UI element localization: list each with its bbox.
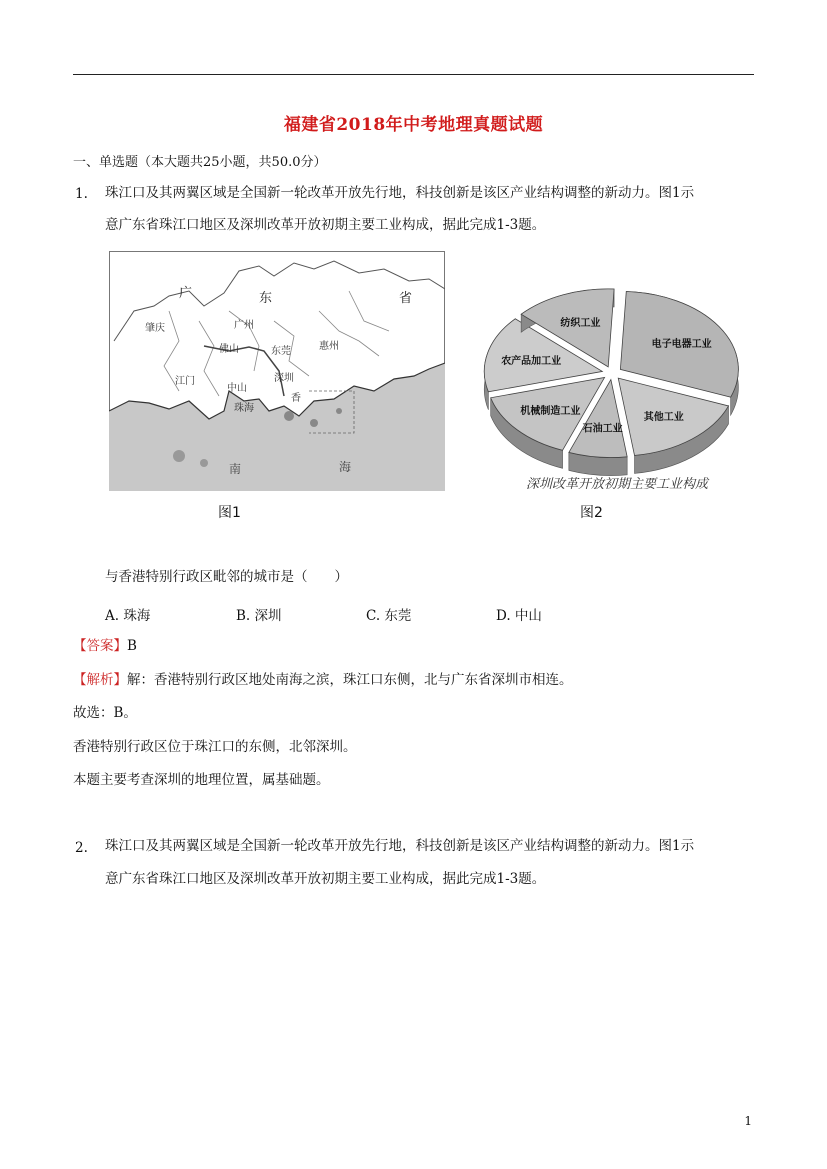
label-zhaoqing: 肇庆	[145, 323, 165, 334]
label-foshan: 佛山	[219, 344, 239, 355]
option-d[interactable]: D. 中山	[496, 608, 542, 624]
label-zhongshan: 中山	[227, 383, 247, 394]
answer-value: B	[127, 638, 137, 654]
section-heading: 一、单选题（本大题共25小题，共50.0分）	[73, 155, 327, 170]
page-number: 1	[744, 1114, 752, 1128]
question-1-intro-line2: 意广东省珠江口地区及深圳改革开放初期主要工业构成，据此完成1-3题。	[105, 217, 546, 233]
figure-2-caption: 图2	[580, 505, 603, 521]
label-guangzhou: 广州	[234, 320, 254, 331]
island	[310, 419, 318, 427]
figure-1-caption: 图1	[218, 505, 241, 521]
option-b[interactable]: B. 深圳	[236, 608, 282, 624]
pie-slice-label: 其他工业	[643, 411, 684, 423]
question-2-number: 2.	[75, 840, 88, 856]
map-svg	[109, 251, 445, 491]
label-jiangmen: 江门	[175, 376, 195, 387]
figure-1-map	[109, 251, 445, 491]
label-sheng: 省	[399, 291, 413, 306]
option-a[interactable]: A. 珠海	[105, 608, 151, 624]
pie-slice-label: 石油工业	[582, 423, 623, 435]
pie-slice-label: 电子电器工业	[651, 338, 712, 350]
question-2-intro-line2: 意广东省珠江口地区及深圳改革开放初期主要工业构成，据此完成1-3题。	[105, 871, 546, 887]
question-2-intro-line1: 珠江口及其两翼区域是全国新一轮改革开放先行地，科技创新是该区产业结构调整的新动力。图1示	[105, 838, 695, 854]
header-rule	[73, 74, 754, 75]
chart-title: 深圳改革开放初期主要工业构成	[525, 477, 709, 492]
document-title: 福建省2018年中考地理真题试题	[283, 115, 544, 135]
answer-line	[73, 636, 137, 656]
analysis-tag: 【解析】	[73, 672, 127, 688]
note-line-2: 本题主要考查深圳的地理位置，属基础题。	[73, 772, 330, 788]
question-1-intro-line1: 珠江口及其两翼区域是全国新一轮改革开放先行地，科技创新是该区产业结构调整的新动力。图1示	[105, 185, 695, 201]
pie-slice-label: 纺织工业	[560, 318, 601, 330]
pie-slice-label: 机械制造工业	[520, 405, 581, 417]
label-guang: 广	[179, 286, 193, 301]
island	[173, 450, 185, 462]
pie-chart-svg	[462, 278, 772, 500]
island	[200, 459, 208, 467]
label-dong: 东	[259, 291, 273, 306]
question-1-number: 1.	[75, 186, 88, 202]
figure-2-chart	[462, 278, 772, 500]
option-c[interactable]: C. 东莞	[366, 608, 412, 624]
analysis-line	[73, 670, 573, 690]
island	[336, 408, 342, 414]
label-nan: 南	[229, 462, 242, 476]
label-hk: 香	[291, 393, 301, 404]
question-1-stem: 与香港特别行政区毗邻的城市是（ ）	[105, 569, 348, 585]
label-shenzhen: 深圳	[274, 373, 294, 384]
pie-slice-label: 农产品加工业	[501, 356, 562, 368]
island	[284, 411, 294, 421]
analysis-text: 解：香港特别行政区地处南海之滨，珠江口东侧，北与广东省深圳市相连。	[127, 672, 573, 688]
label-hai: 海	[339, 460, 352, 474]
label-dongguan: 东莞	[271, 346, 291, 357]
note-line-1: 香港特别行政区位于珠江口的东侧，北邻深圳。	[73, 739, 357, 755]
label-zhuhai: 珠海	[234, 403, 254, 414]
answer-tag: 【答案】	[73, 638, 127, 654]
label-huizhou: 惠州	[319, 341, 339, 352]
choose-line: 故选：B。	[73, 705, 137, 721]
